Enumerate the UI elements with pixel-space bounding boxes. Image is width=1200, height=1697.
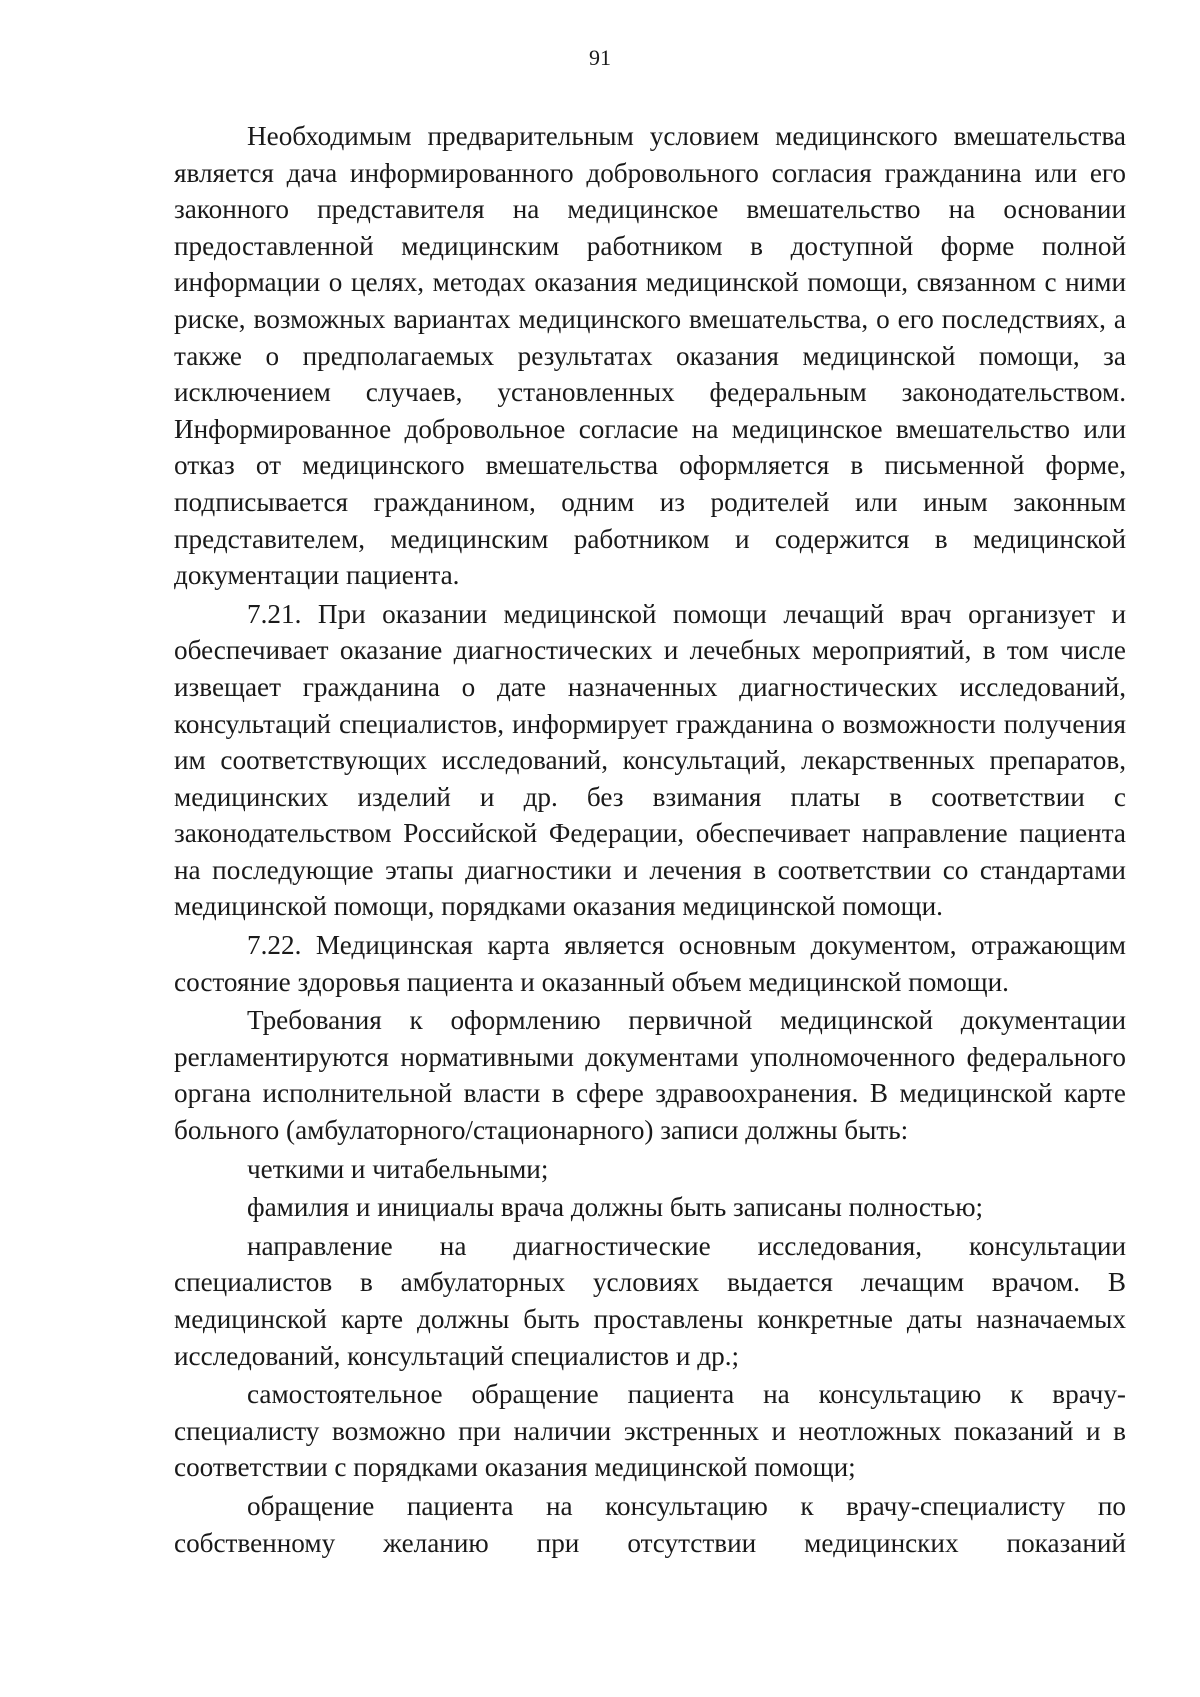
list-item-referral: направление на диагностические исследования, консультации специалистов в амбулаторных условиях выдается лечащим врачом. В медицинской карте должны быть проставлены конкретные даты назначаемых исследований, консультаций специалистов и др.; <box>174 1230 1126 1371</box>
page-number: 91 <box>589 45 611 70</box>
document-body <box>174 118 1126 1561</box>
paragraph-informed-consent: Необходимым предварительным условием медицинского вмешательства является дача информированного добровольного согласия гражданина или его законного представителя на медицинское вмешательство на основании предоставленной медицинским работником в доступной форме полной информации о целях, методах оказания медицинской помощи, связанном с ними риске, возможных вариантах медицинского вмешательства, о его последствиях, а также о предполагаемых результатах оказания медицинской помощи, за исключением случаев, установленных федеральным законодательством. Информированное добровольное согласие на медицинское вмешательство или отказ от медицинского вмешательства оформляется в письменной форме, подписывается гражданином, одним из родителей или иным законным представителем, медицинским работником и содержится в медицинской документации пациента. <box>174 121 1126 591</box>
paragraph-7-21: 7.21. При оказании медицинской помощи лечащий врач организует и обеспечивает оказание диагностических и лечебных мероприятий, в том числе извещает гражданина о дате назначенных диагностических исследований, консультаций специалистов, информирует гражданина о возможности получения им соответствующих исследований, консультаций, лекарственных препаратов, медицинских изделий и др. без взимания платы в соответствии с законодательством Российской Федерации, обеспечивает направление пациента на последующие этапы диагностики и лечения в соответствии со стандартами медицинской помощи, порядками оказания медицинской помощи. <box>174 598 1126 922</box>
paragraph-documentation-requirements: Требования к оформлению первичной медицинской документации регламентируются нормативными документами уполномоченного федерального органа исполнительной власти в сфере здравоохранения. В медицинской карте больного (амбулаторного/стационарного) записи должны быть: <box>174 1005 1126 1146</box>
list-item-legible: четкими и читабельными; <box>247 1153 549 1184</box>
list-item-voluntary-consultation: обращение пациента на консультацию к врачу-специалисту по собственному желанию при отсутствии медицинских показаний <box>174 1490 1126 1558</box>
list-item-doctor-name: фамилия и инициалы врача должны быть записаны полностью; <box>247 1192 984 1223</box>
list-item-self-referral: самостоятельное обращение пациента на консультацию к врачу-специалисту возможно при наличии экстренных и неотложных показаний и в соответствии с порядками оказания медицинской помощи; <box>174 1379 1126 1483</box>
paragraph-7-22: 7.22. Медицинская карта является основным документом, отражающим состояние здоровья пациента и оказанный объем медицинской помощи. <box>174 930 1126 997</box>
